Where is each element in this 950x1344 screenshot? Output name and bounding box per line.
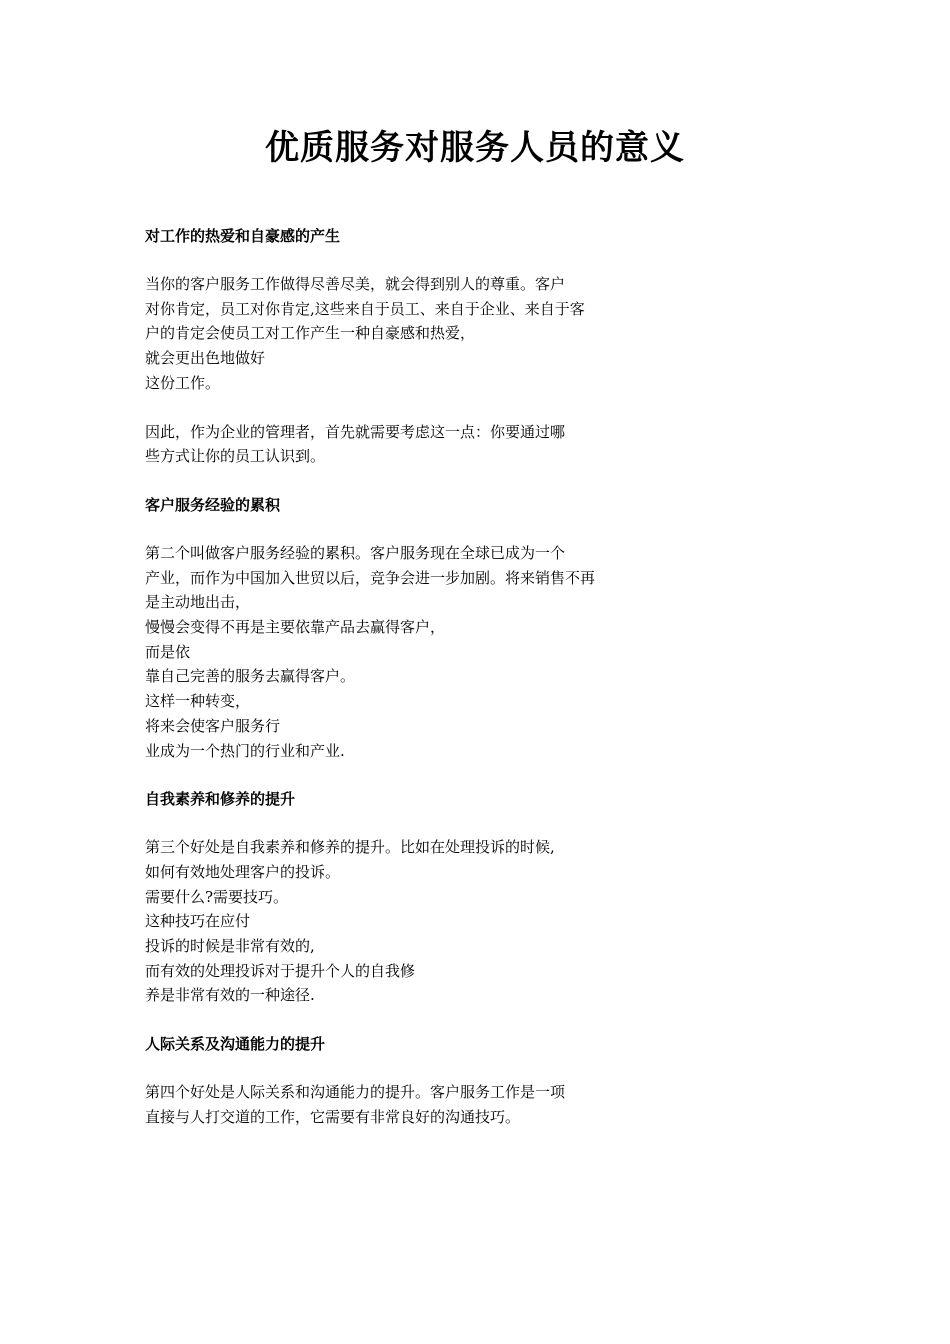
section-heading: 对工作的热爱和自豪感的产生 [145, 227, 341, 245]
document-body [145, 224, 705, 1130]
text-line: 需要什么?需要技巧。 [145, 887, 289, 906]
text-line: 是主动地出击， [145, 593, 251, 612]
text-line: 如何有效地处理客户的投诉。 [145, 862, 341, 881]
text-line: 当你的客户服务工作做得尽善尽美，就会得到别人的尊重。客户 [145, 275, 566, 293]
text-line: 而是依 [145, 642, 191, 661]
section-heading: 自我素养和修养的提升 [145, 790, 296, 809]
text-line: 户的肯定会使员工对工作产生一种自豪感和热爱， [145, 324, 476, 343]
paragraph [145, 835, 705, 1008]
paragraph [145, 1080, 705, 1129]
text-line: 养是非常有效的一种途径. [145, 986, 315, 1005]
text-line: 些方式让你的员工认识到。 [145, 447, 326, 466]
section-heading: 客户服务经验的累积 [145, 495, 281, 514]
text-line: 就会更出色地做好 [145, 349, 266, 368]
text-line: 因此，作为企业的管理者，首先就需要考虑这一点：你要通过哪 [145, 422, 566, 441]
text-line: 这种技巧在应付 [145, 912, 251, 931]
section-self-cultivation [145, 787, 705, 1032]
section-communication [145, 1032, 705, 1129]
text-line: 将来会使客户服务行 [145, 716, 281, 735]
text-line: 这样一种转变， [145, 692, 251, 711]
section-work-pride [145, 224, 705, 493]
text-line: 产业，而作为中国加入世贸以后，竞争会进一步加剧。将来销售不再 [145, 568, 596, 587]
section-service-experience [145, 493, 705, 787]
page-title: 优质服务对服务人员的意义 [265, 128, 685, 168]
section-heading: 人际关系及沟通能力的提升 [145, 1035, 326, 1054]
text-line: 这份工作。 [145, 373, 221, 392]
paragraph [145, 541, 705, 763]
text-line: 投诉的时候是非常有效的, [145, 937, 315, 956]
paragraph [145, 420, 705, 469]
text-line: 对你肯定，员工对你肯定,这些来自于员工、来自于企业、来自于客 [145, 299, 585, 318]
paragraph [145, 272, 705, 396]
text-line: 而有效的处理投诉对于提升个人的自我修 [145, 961, 416, 980]
text-line: 靠自己完善的服务去赢得客户。 [145, 667, 356, 686]
text-line: 慢慢会变得不再是主要依靠产品去赢得客户， [145, 618, 446, 637]
text-line: 第四个好处是人际关系和沟通能力的提升。客户服务工作是一项 [145, 1083, 566, 1102]
text-line: 第二个叫做客户服务经验的累积。客户服务现在全球已成为一个 [145, 543, 566, 562]
text-line: 直接与人打交道的工作，它需要有非常良好的沟通技巧。 [145, 1107, 521, 1126]
text-line: 业成为一个热门的行业和产业. [145, 741, 345, 760]
text-line: 第三个好处是自我素养和修养的提升。比如在处理投诉的时候, [145, 838, 555, 857]
